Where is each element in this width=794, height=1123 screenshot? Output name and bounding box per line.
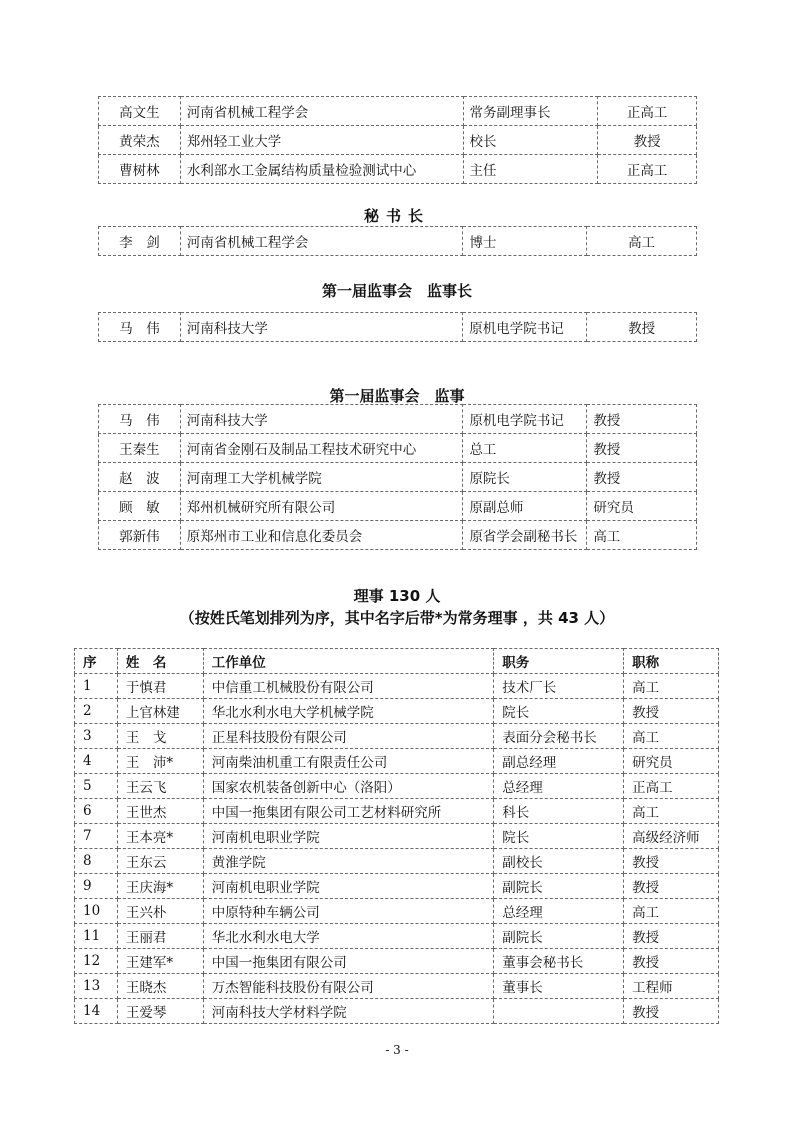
professional-title: 高工	[624, 799, 719, 824]
position: 常务副理事长	[463, 97, 598, 126]
organization: 河南柴油机重工有限责任公司	[203, 749, 494, 774]
page-number: - 3 -	[385, 1043, 409, 1057]
position: 副总经理	[494, 749, 624, 774]
person-name: 王丽君	[117, 924, 203, 949]
organization: 河南省金刚石及制品工程技术研究中心	[180, 434, 463, 463]
position: 原省学会副秘书长	[463, 521, 587, 550]
table-row	[75, 749, 719, 774]
organization: 中国一拖集团有限公司工艺材料研究所	[203, 799, 494, 824]
row-number: 7	[75, 824, 118, 849]
table-row	[99, 405, 697, 434]
position: 董事长	[494, 974, 624, 999]
col-header-no: 序	[75, 649, 118, 674]
table-row	[75, 774, 719, 799]
table-row	[99, 313, 697, 342]
professional-title: 教授	[598, 126, 697, 155]
row-number: 1	[75, 674, 118, 699]
person-name: 高文生	[99, 97, 181, 126]
person-name: 郭新伟	[99, 521, 181, 550]
directors-header-row	[75, 649, 719, 674]
person-name: 于慎君	[117, 674, 203, 699]
position: 副校长	[494, 849, 624, 874]
organization: 河南科技大学	[180, 405, 463, 434]
position: 科长	[494, 799, 624, 824]
row-number: 3	[75, 724, 118, 749]
person-name: 马 伟	[99, 313, 181, 342]
person-name: 王世杰	[117, 799, 203, 824]
position	[494, 999, 624, 1024]
position: 博士	[463, 227, 587, 256]
person-name: 王兴朴	[117, 899, 203, 924]
table-row	[99, 521, 697, 550]
table-row	[99, 155, 697, 184]
professional-title: 正高工	[624, 774, 719, 799]
council-table	[98, 96, 697, 184]
person-name: 王庆海*	[117, 874, 203, 899]
table-row	[75, 699, 719, 724]
professional-title: 教授	[624, 999, 719, 1024]
table-row	[99, 463, 697, 492]
row-number: 14	[75, 999, 118, 1024]
supervisors-table	[98, 404, 697, 550]
secretary-general-table	[98, 226, 697, 256]
table-row	[75, 824, 719, 849]
table-row	[75, 674, 719, 699]
organization: 华北水利水电大学	[203, 924, 494, 949]
person-name: 顾 敏	[99, 492, 181, 521]
organization: 水利部水工金属结构质量检验测试中心	[180, 155, 463, 184]
professional-title: 教授	[587, 405, 697, 434]
position: 原院长	[463, 463, 587, 492]
position: 总经理	[494, 774, 624, 799]
position: 总经理	[494, 899, 624, 924]
organization: 河南机电职业学院	[203, 824, 494, 849]
professional-title: 高工	[587, 227, 697, 256]
organization: 河南科技大学材料学院	[203, 999, 494, 1024]
table-row	[75, 974, 719, 999]
professional-title: 高级经济师	[624, 824, 719, 849]
person-name: 上官林建	[117, 699, 203, 724]
col-header-name: 姓 名	[117, 649, 203, 674]
professional-title: 正高工	[598, 97, 697, 126]
person-name: 王本亮*	[117, 824, 203, 849]
supervisor-chief-heading: 第一届监事会 监事长	[321, 282, 472, 300]
person-name: 王云飞	[117, 774, 203, 799]
professional-title: 高工	[624, 724, 719, 749]
secretary-general-heading: 秘书长	[363, 207, 430, 225]
organization: 河南省机械工程学会	[180, 97, 463, 126]
professional-title: 高工	[624, 899, 719, 924]
col-header-position: 职务	[494, 649, 624, 674]
position: 原机电学院书记	[463, 405, 587, 434]
organization: 万杰智能科技股份有限公司	[203, 974, 494, 999]
position: 副院长	[494, 874, 624, 899]
row-number: 11	[75, 924, 118, 949]
person-name: 王秦生	[99, 434, 181, 463]
supervisor-chief-table	[98, 312, 697, 342]
professional-title: 教授	[624, 874, 719, 899]
organization: 郑州轻工业大学	[180, 126, 463, 155]
position: 副院长	[494, 924, 624, 949]
directors-table	[74, 648, 719, 1024]
person-name: 王爱琴	[117, 999, 203, 1024]
person-name: 李 剑	[99, 227, 181, 256]
professional-title: 教授	[624, 949, 719, 974]
table-row	[75, 724, 719, 749]
table-row	[75, 949, 719, 974]
col-header-org: 工作单位	[203, 649, 494, 674]
table-row	[75, 924, 719, 949]
position: 原机电学院书记	[463, 313, 587, 342]
professional-title: 高工	[624, 674, 719, 699]
position: 校长	[463, 126, 598, 155]
position: 原副总师	[463, 492, 587, 521]
professional-title: 教授	[624, 699, 719, 724]
professional-title: 教授	[587, 434, 697, 463]
organization: 中信重工机械股份有限公司	[203, 674, 494, 699]
organization: 正星科技股份有限公司	[203, 724, 494, 749]
organization: 河南机电职业学院	[203, 874, 494, 899]
position: 院长	[494, 699, 624, 724]
professional-title: 教授	[624, 924, 719, 949]
table-row	[99, 492, 697, 521]
person-name: 王建军*	[117, 949, 203, 974]
position: 董事会秘书长	[494, 949, 624, 974]
organization: 中原特种车辆公司	[203, 899, 494, 924]
professional-title: 研究员	[587, 492, 697, 521]
organization: 河南省机械工程学会	[180, 227, 463, 256]
directors-subheading: （按姓氏笔划排列为序，其中名字后带*为常务理事 ，共 43 人）	[179, 609, 615, 627]
table-row	[75, 799, 719, 824]
row-number: 2	[75, 699, 118, 724]
person-name: 王 沛*	[117, 749, 203, 774]
table-row	[75, 999, 719, 1024]
row-number: 9	[75, 874, 118, 899]
professional-title: 高工	[587, 521, 697, 550]
table-row	[99, 97, 697, 126]
table-row	[75, 849, 719, 874]
table-row	[99, 227, 697, 256]
organization: 郑州机械研究所有限公司	[180, 492, 463, 521]
position: 技术厂长	[494, 674, 624, 699]
row-number: 13	[75, 974, 118, 999]
person-name: 王 戈	[117, 724, 203, 749]
organization: 河南理工大学机械学院	[180, 463, 463, 492]
position: 表面分会秘书长	[494, 724, 624, 749]
person-name: 曹树林	[99, 155, 181, 184]
row-number: 4	[75, 749, 118, 774]
row-number: 6	[75, 799, 118, 824]
professional-title: 研究员	[624, 749, 719, 774]
person-name: 赵 波	[99, 463, 181, 492]
person-name: 马 伟	[99, 405, 181, 434]
position: 总工	[463, 434, 587, 463]
person-name: 黄荣杰	[99, 126, 181, 155]
person-name: 王东云	[117, 849, 203, 874]
position: 院长	[494, 824, 624, 849]
col-header-title: 职称	[624, 649, 719, 674]
professional-title: 教授	[587, 313, 697, 342]
organization: 原郑州市工业和信息化委员会	[180, 521, 463, 550]
supervisors-heading: 第一届监事会 监事	[329, 387, 465, 405]
person-name: 王晓杰	[117, 974, 203, 999]
organization: 华北水利水电大学机械学院	[203, 699, 494, 724]
row-number: 12	[75, 949, 118, 974]
row-number: 5	[75, 774, 118, 799]
organization: 中国一拖集团有限公司	[203, 949, 494, 974]
row-number: 8	[75, 849, 118, 874]
professional-title: 正高工	[598, 155, 697, 184]
professional-title: 教授	[587, 463, 697, 492]
table-row	[75, 899, 719, 924]
position: 主任	[463, 155, 598, 184]
professional-title: 工程师	[624, 974, 719, 999]
table-row	[99, 434, 697, 463]
table-row	[99, 126, 697, 155]
organization: 河南科技大学	[180, 313, 462, 342]
organization: 国家农机装备创新中心（洛阳）	[203, 774, 494, 799]
directors-heading: 理事 130 人	[353, 587, 441, 605]
table-row	[75, 874, 719, 899]
organization: 黄淮学院	[203, 849, 494, 874]
row-number: 10	[75, 899, 118, 924]
professional-title: 教授	[624, 849, 719, 874]
